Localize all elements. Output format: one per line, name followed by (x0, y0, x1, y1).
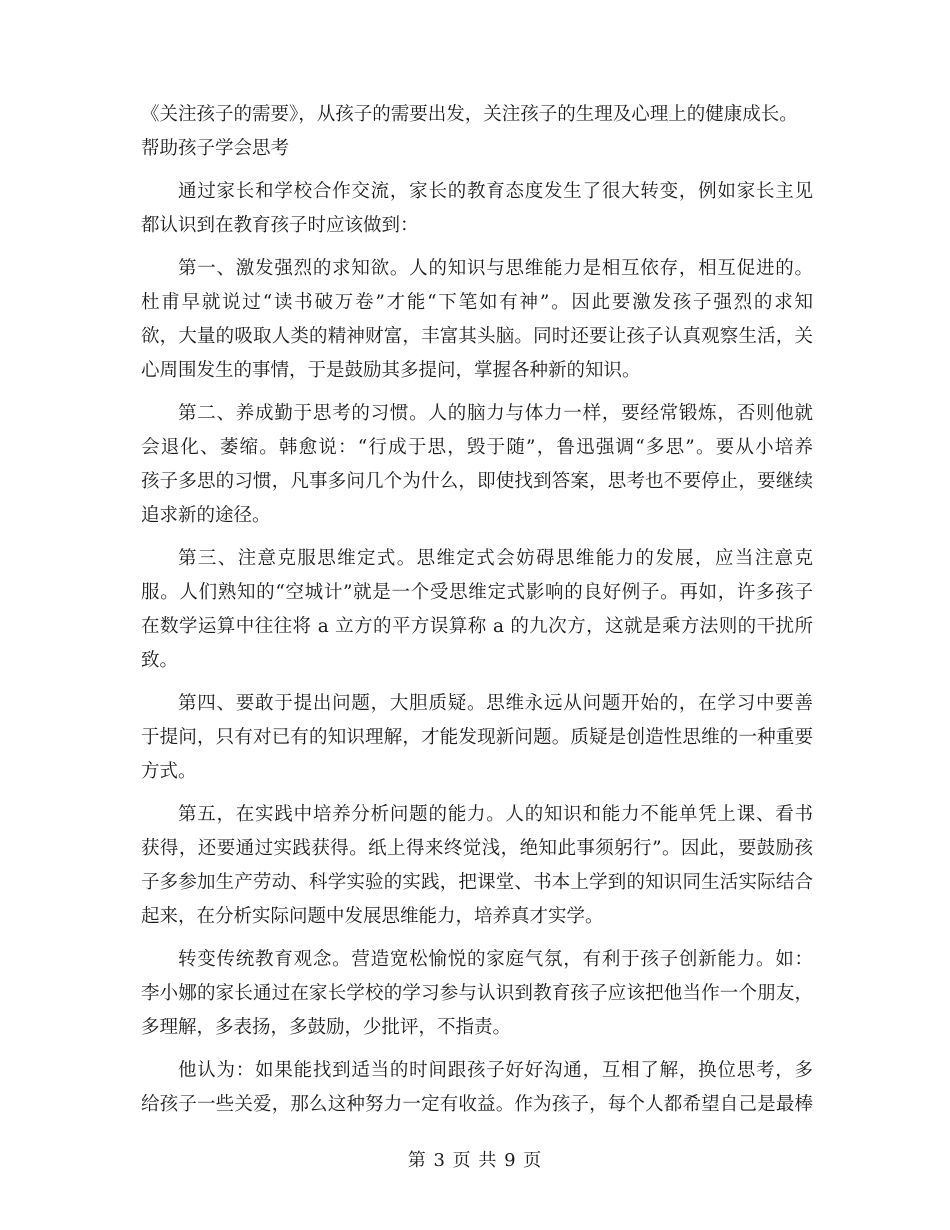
text-line: 服。人们熟知的“空城计”就是一个受思维定式影响的良好例子。再如，许多孩子 (141, 582, 813, 603)
paragraph (141, 798, 813, 934)
text-line: 追求新的途径。 (141, 505, 271, 526)
text-line: 《关注孩子的需要》，从孩子的需要出发，关注孩子的生理及心理上的健康成长。 (141, 104, 798, 125)
text-line: 心周围发生的事情，于是鼓励其多提问，掌握各种新的知识。 (141, 360, 641, 381)
text-line: 第四、要敢于提出问题，大胆质疑。思维永远从问题开始的，在学习中要善 (178, 693, 813, 714)
paragraph (141, 542, 813, 678)
text-line: 第一、激发强烈的求知欲。人的知识与思维能力是相互依存，相互促进的。 (178, 258, 813, 279)
text-line: 方式。 (141, 761, 197, 782)
text-line: 他认为：如果能找到适当的时间跟孩子好好沟通，互相了解，换位思考，多 (178, 1060, 813, 1081)
text-line: 欲，大量的吸取人类的精神财富，丰富其头脑。同时还要让孩子认真观察生活，关 (141, 326, 813, 347)
paragraph (141, 175, 813, 243)
paragraph (141, 397, 813, 533)
text-line: 致。 (141, 650, 179, 671)
paragraph-gap (141, 678, 813, 687)
text-line: 第五，在实践中培养分析问题的能力。人的知识和能力不能单凭上课、看书 (178, 804, 813, 825)
text-line: 杜甫早就说过“读书破万卷”才能“下笔如有神”。因此要激发孩子强烈的求知 (141, 292, 813, 313)
text-line: 获得，还要通过实践获得。纸上得来终觉浅，绝知此事须躬行”。因此，要鼓励孩 (141, 838, 813, 859)
paragraph (141, 943, 813, 1045)
paragraph (141, 252, 813, 388)
paragraph-gap (141, 789, 813, 798)
text-line: 给孩子一些关爱，那么这种努力一定有收益。作为孩子，每个人都希望自己是最棒 (141, 1094, 813, 1115)
paragraph-gap (141, 934, 813, 943)
document-body (141, 98, 813, 1122)
text-line: 都认识到在教育孩子时应该做到： (141, 215, 419, 236)
text-line: 于提问，只有对已有的知识理解，才能发现新问题。质疑是创造性思维的一种重要 (141, 727, 813, 748)
paragraph-gap (141, 1045, 813, 1054)
text-line: 多理解，多表扬，多鼓励，少批评，不指责。 (141, 1017, 512, 1038)
paragraph (141, 687, 813, 789)
text-line: 子多参加生产劳动、科学实验的实践，把课堂、书本上学到的知识同生活实际结合 (141, 872, 813, 893)
text-line: 第二、养成勤于思考的习惯。人的脑力与体力一样，要经常锻炼，否则他就 (178, 403, 813, 424)
text-line: 会退化、萎缩。韩愈说：“行成于思，毁于随”，鲁迅强调“多思”。要从小培养 (141, 437, 813, 458)
paragraph-gap (141, 533, 813, 542)
paragraph-gap (141, 243, 813, 252)
text-line: 起来，在分析实际问题中发展思维能力，培养真才实学。 (141, 906, 604, 927)
text-line: 帮助孩子学会思考 (141, 138, 290, 159)
text-line: 李小娜的家长通过在家长学校的学习参与认识到教育孩子应该把他当作一个朋友， (141, 983, 813, 1004)
text-line: 第三、注意克服思维定式。思维定式会妨碍思维能力的发展，应当注意克 (178, 548, 813, 569)
page-number-footer: 第 3 页 共 9 页 (407, 1150, 543, 1171)
paragraph (141, 1054, 813, 1122)
text-line: 通过家长和学校合作交流，家长的教育态度发生了很大转变，例如家长主见 (178, 181, 813, 202)
text-line: 在数学运算中往往将 a 立方的平方误算称 a 的九次方，这就是乘方法则的干扰所 (141, 616, 813, 637)
paragraph-gap (141, 166, 813, 175)
text-line: 孩子多思的习惯，凡事多问几个为什么，即使找到答案，思考也不要停止，要继续 (141, 471, 813, 492)
paragraph-gap (141, 388, 813, 397)
text-line: 转变传统教育观念。营造宽松愉悦的家庭气氛，有利于孩子创新能力。如： (178, 949, 813, 970)
paragraph (141, 98, 813, 166)
